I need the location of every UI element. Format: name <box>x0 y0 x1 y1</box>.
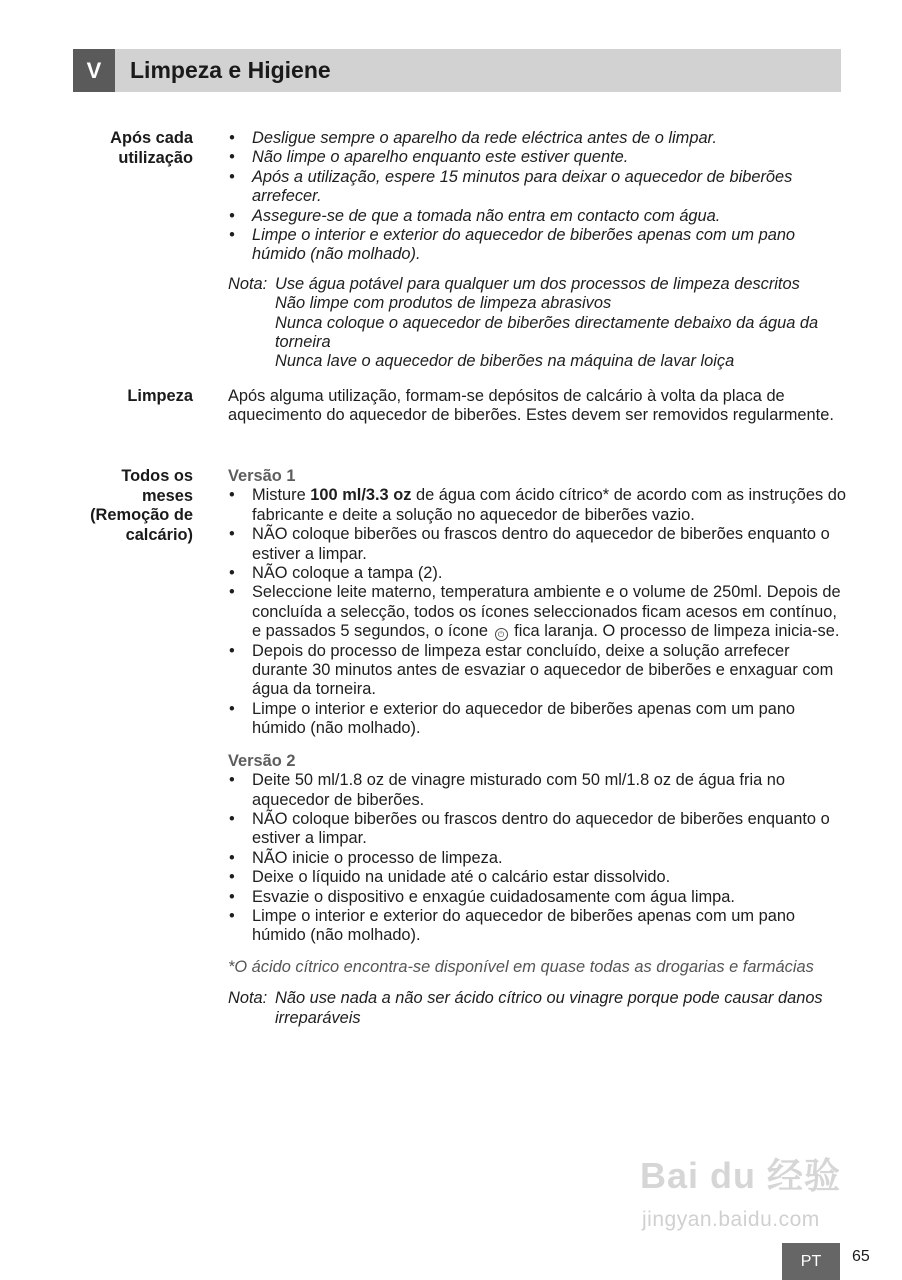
page-number: 65 <box>852 1248 870 1265</box>
power-icon: ⏻ <box>495 628 508 641</box>
note-label: Nota: <box>228 989 268 1008</box>
watermark-logo: Bai du 经验 <box>640 1155 842 1196</box>
list-item: • Não limpe o aparelho enquanto este estiver quente. <box>228 148 848 167</box>
language-badge: PT <box>782 1243 840 1280</box>
list-item: • Deite 50 ml/1.8 oz de vinagre misturado com 50 ml/1.8 oz de água fria no aquecedor de biberões. <box>228 771 848 810</box>
page-title: Limpeza e Higiene <box>130 57 331 83</box>
watermark-url: jingyan.baidu.com <box>642 1208 820 1231</box>
section-header <box>73 49 841 92</box>
monthly-block <box>228 467 848 1028</box>
list-item: • Seleccione leite materno, temperatura ambiente e o volume de 250ml. Depois de concluída a selecção, todos os ícones seleccionados ficam acesos em contínuo, e passados 5 segundos, o ícone ⏻ fica laranja. O processo de limpeza inicia-se. <box>228 583 848 641</box>
list-item: • Deixe o líquido na unidade até o calcário estar dissolvido. <box>228 868 848 887</box>
after-use-block <box>228 129 848 372</box>
list-item: • Misture 100 ml/3.3 oz de água com ácido cítrico* de acordo com as instruções do fabricante e deite a solução no aquecedor de biberões vazio. <box>228 486 848 525</box>
label-monthly: Todos os meses (Remoção de calcário) <box>90 467 193 544</box>
list-item: • Limpe o interior e exterior do aquecedor de biberões apenas com um pano húmido (não molhado). <box>228 226 848 265</box>
monthly-note <box>228 989 848 1028</box>
list-item: • Desligue sempre o aparelho da rede eléctrica antes de o limpar. <box>228 129 848 148</box>
section-number: V <box>73 49 115 92</box>
version1-list <box>228 486 848 738</box>
note-label: Nota: <box>228 274 268 293</box>
version1-title: Versão 1 <box>228 467 296 485</box>
label-after-use: Após cada utilização <box>110 129 193 167</box>
watermark <box>640 1148 850 1243</box>
label-cleaning: Limpeza <box>127 387 193 405</box>
list-item: • Após a utilização, espere 15 minutos para deixar o aquecedor de biberões arrefecer. <box>228 168 848 207</box>
version2-title: Versão 2 <box>228 751 296 770</box>
list-item: • Assegure-se de que a tomada não entra em contacto com água. <box>228 207 848 226</box>
list-item: • Esvazie o dispositivo e enxagúe cuidadosamente com água limpa. <box>228 888 848 907</box>
footnote: *O ácido cítrico encontra-se disponível em quase todas as drogarias e farmácias <box>228 957 814 976</box>
note-text: Não use nada a não ser ácido cítrico ou vinagre porque pode causar danos irreparáveis <box>275 989 823 1027</box>
after-use-list <box>228 129 848 265</box>
note-line: Não limpe com produtos de limpeza abrasivos <box>275 294 612 313</box>
after-use-note <box>228 275 848 372</box>
list-item: • Limpe o interior e exterior do aquecedor de biberões apenas com um pano húmido (não molhado). <box>228 907 848 946</box>
note-line: Nunca lave o aquecedor de biberões na máquina de lavar loiça <box>275 352 735 371</box>
list-item: • NÃO coloque biberões ou frascos dentro do aquecedor de biberões enquanto o estiver a limpar. <box>228 525 848 564</box>
note-line: Nunca coloque o aquecedor de biberões directamente debaixo da água da torneira <box>275 313 819 352</box>
version2-list <box>228 771 848 946</box>
list-item: • NÃO coloque a tampa (2). <box>228 564 848 583</box>
list-item: • NÃO inicie o processo de limpeza. <box>228 849 848 868</box>
note-line: Use água potável para qualquer um dos processos de limpeza descritos <box>275 274 800 293</box>
cleaning-text: Após alguma utilização, formam-se depósitos de calcário à volta da placa de aquecimento do aquecedor de biberões. Estes devem ser removidos regularmente. <box>228 387 834 425</box>
list-item: • Limpe o interior e exterior do aquecedor de biberões apenas com um pano húmido (não molhado). <box>228 700 848 739</box>
list-item: • NÃO coloque biberões ou frascos dentro do aquecedor de biberões enquanto o estiver a limpar. <box>228 810 848 849</box>
list-item: • Depois do processo de limpeza estar concluído, deixe a solução arrefecer durante 30 minutos antes de esvaziar o aquecedor de biberões e enxaguar com água da torneira. <box>228 642 848 700</box>
